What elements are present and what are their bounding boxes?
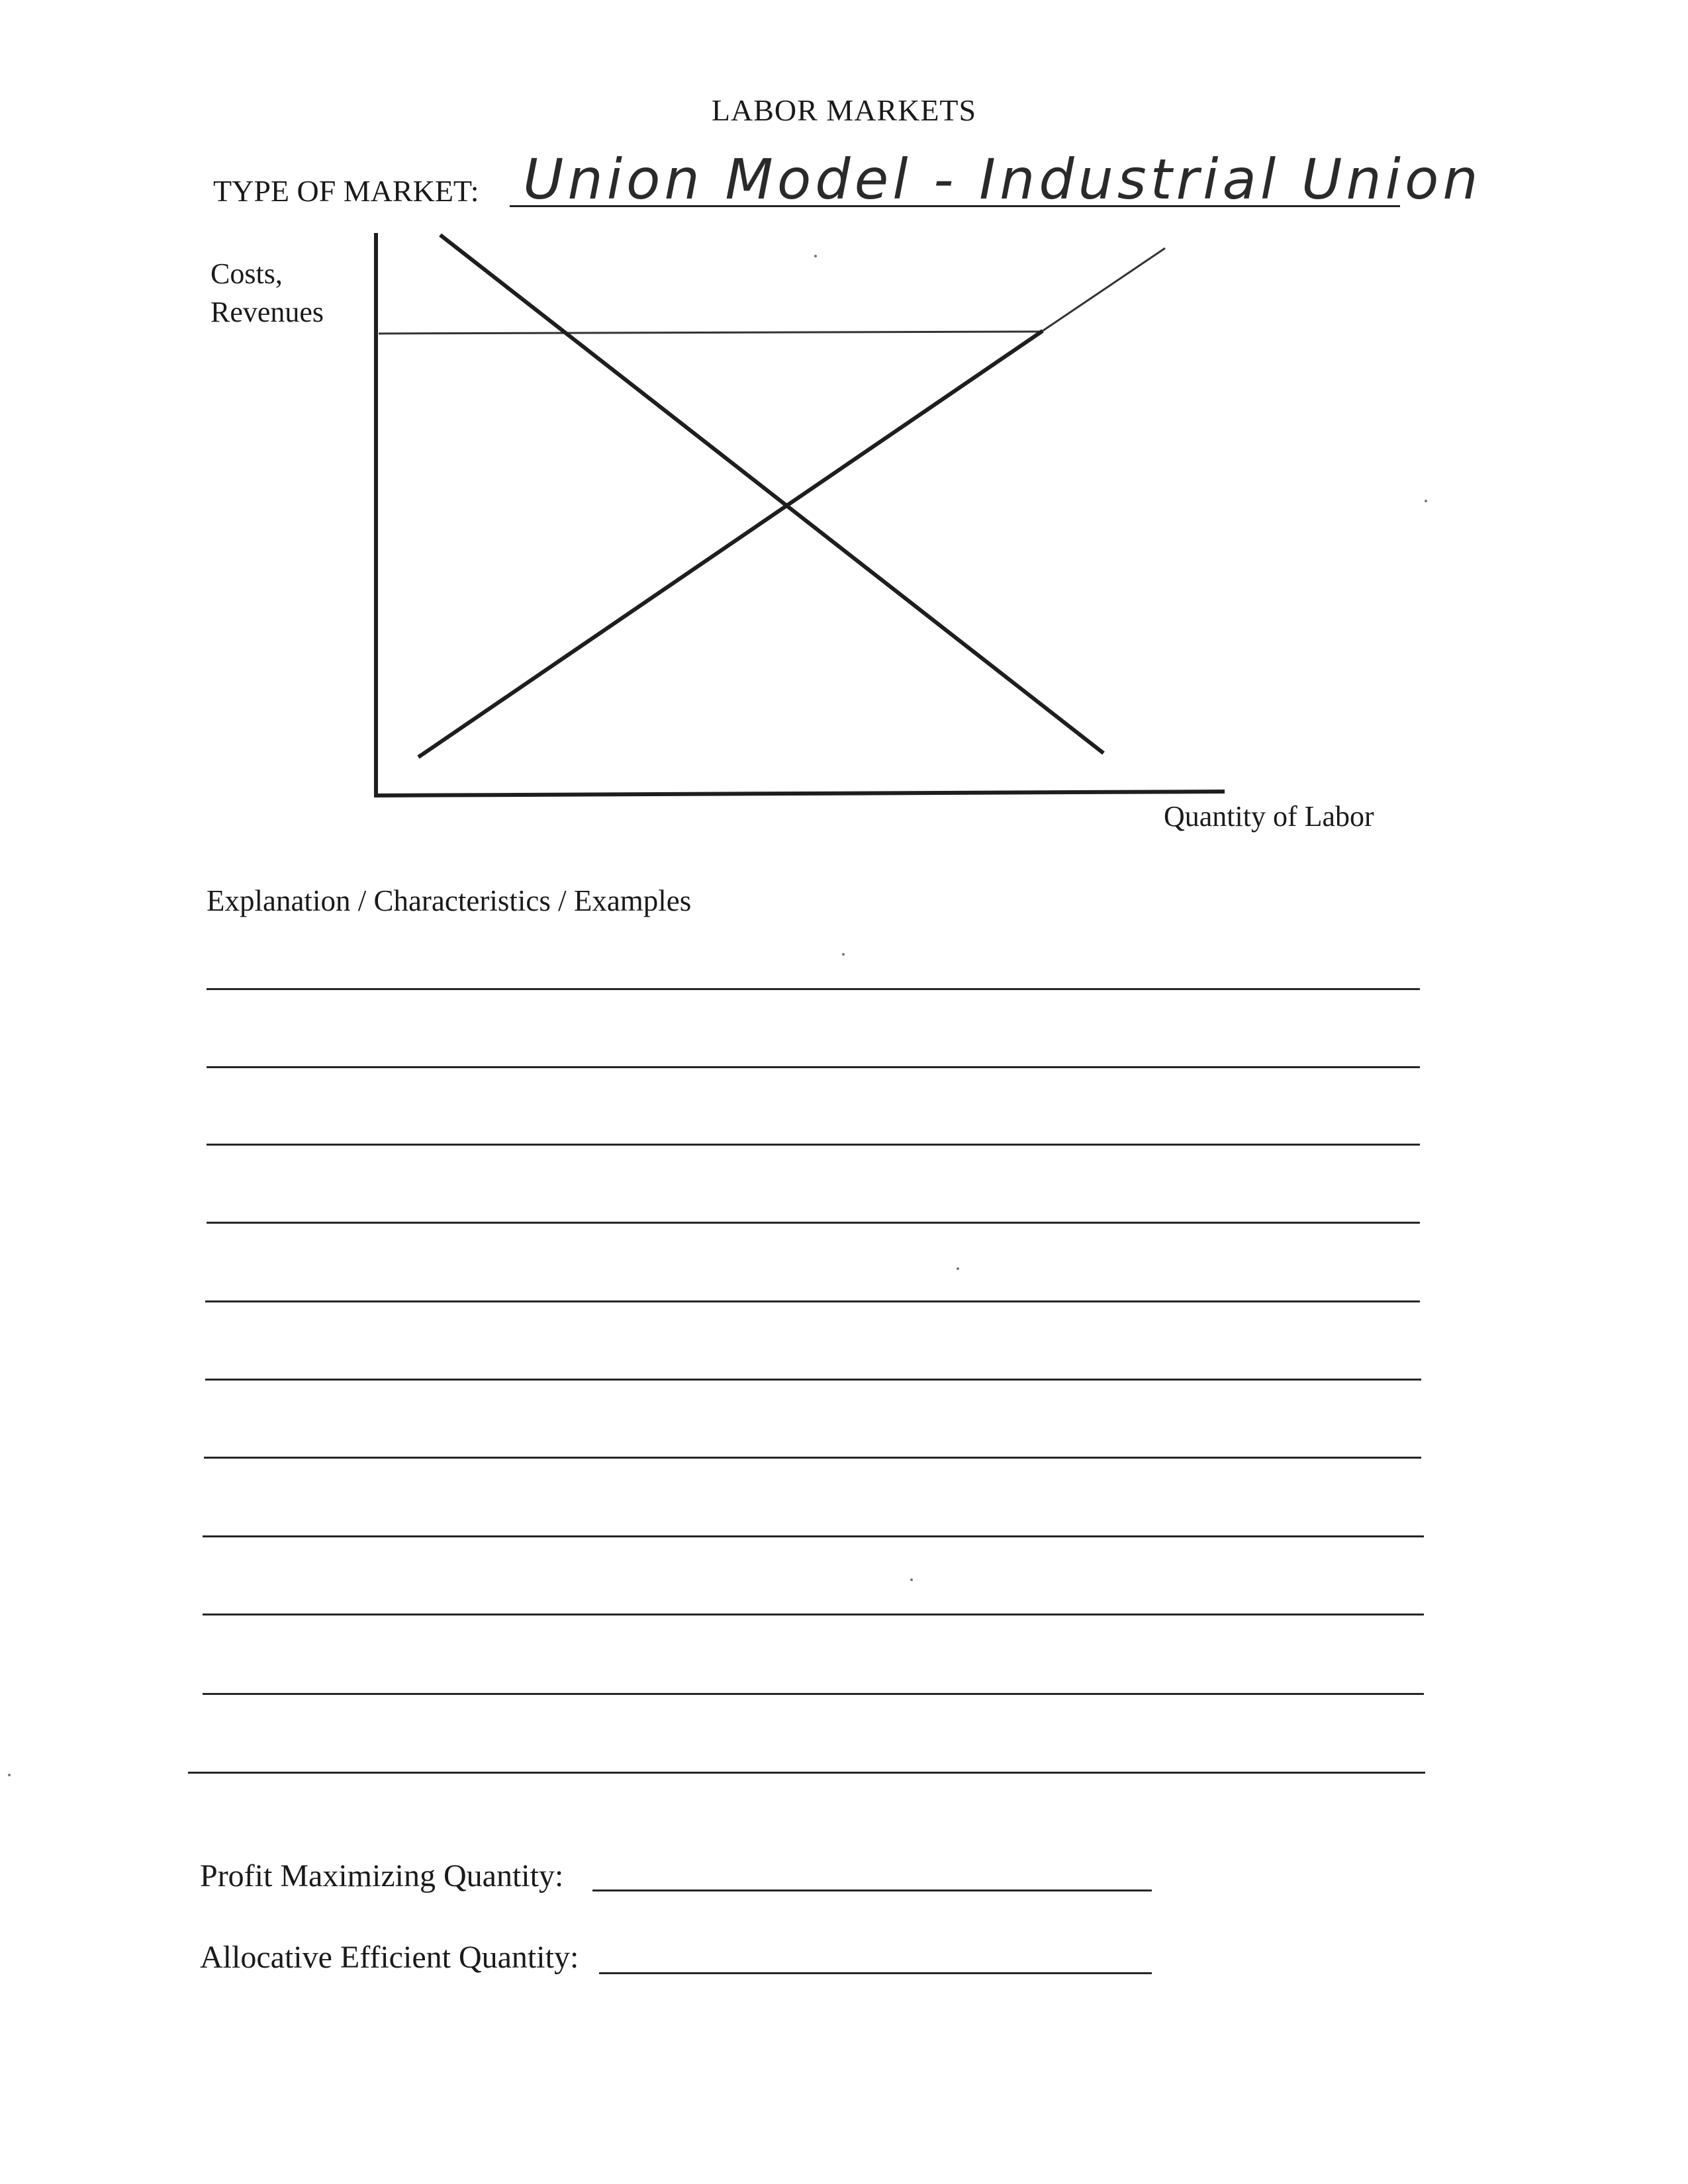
- explanation-line-1[interactable]: [207, 988, 1420, 990]
- explanation-line-4[interactable]: [207, 1222, 1420, 1224]
- y-axis-label-line-2: Revenues: [211, 296, 324, 328]
- upward-sloping-line-thin: [1043, 248, 1165, 331]
- explanation-line-9[interactable]: [203, 1614, 1424, 1615]
- scan-speck: [842, 953, 845, 956]
- y-axis-label-line-1: Costs,: [211, 257, 283, 290]
- explanation-line-8[interactable]: [203, 1535, 1424, 1537]
- allocative-efficient-quantity-label: Allocative Efficient Quantity:: [200, 1940, 579, 1975]
- explanation-line-5[interactable]: [205, 1300, 1420, 1302]
- explanation-line-10[interactable]: [203, 1693, 1424, 1695]
- scan-speck: [814, 255, 817, 257]
- labor-market-graph: [0, 0, 1688, 860]
- explanation-line-7[interactable]: [204, 1457, 1421, 1459]
- profit-maximizing-quantity-line[interactable]: [592, 1889, 1152, 1891]
- explanation-line-2[interactable]: [207, 1066, 1420, 1068]
- scan-speck: [910, 1578, 913, 1581]
- worksheet-title: LABOR MARKETS: [711, 93, 977, 127]
- explanation-line-6[interactable]: [205, 1379, 1421, 1381]
- allocative-efficient-quantity-line[interactable]: [599, 1972, 1152, 1974]
- profit-maximizing-quantity-label: Profit Maximizing Quantity:: [200, 1858, 564, 1893]
- horizontal-wage-line: [379, 332, 1043, 334]
- explanation-line-3[interactable]: [207, 1144, 1420, 1146]
- explanation-heading: Explanation / Characteristics / Examples: [207, 884, 692, 917]
- upward-sloping-line-thick: [418, 331, 1043, 757]
- scan-speck: [957, 1267, 959, 1270]
- explanation-line-11[interactable]: [188, 1772, 1425, 1774]
- scan-speck: [8, 1774, 11, 1776]
- market-type-handwritten-answer[interactable]: Union Model - Industrial Union: [523, 147, 1482, 212]
- x-axis: [374, 792, 1225, 796]
- scan-speck: [1425, 500, 1427, 502]
- x-axis-label: Quantity of Labor: [1164, 800, 1374, 833]
- market-type-label: TYPE OF MARKET:: [213, 174, 479, 208]
